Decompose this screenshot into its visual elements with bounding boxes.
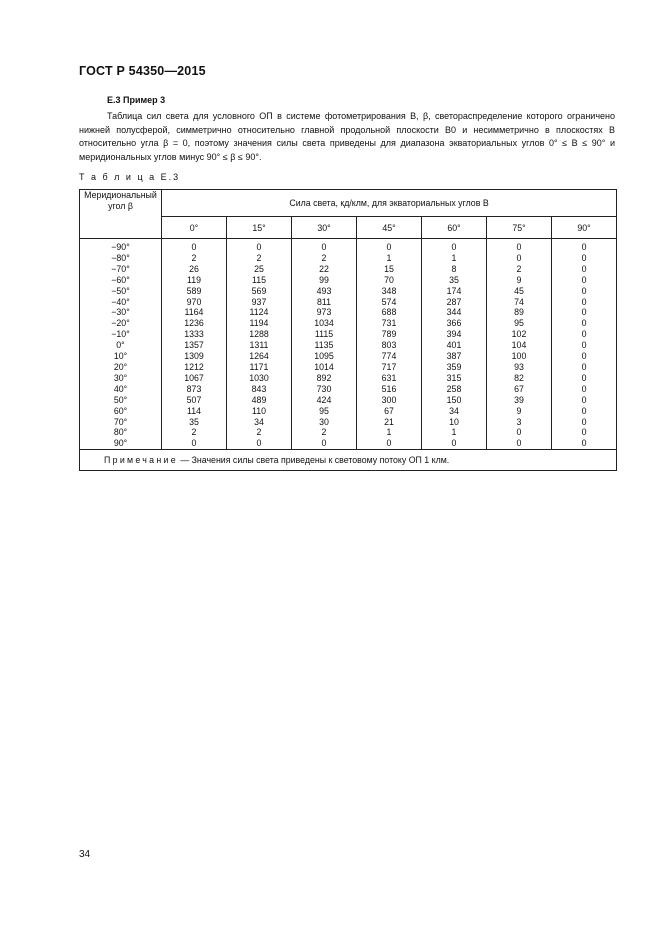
meridional-angle-cell: −10°	[80, 329, 162, 340]
intensity-cell: 70	[357, 275, 422, 286]
intensity-cell: 95	[487, 318, 552, 329]
intensity-cell: 1212	[162, 362, 227, 373]
intensity-cell: 973	[292, 307, 357, 318]
angle-header-1: 15°	[227, 217, 292, 239]
intensity-cell: 1124	[227, 307, 292, 318]
intensity-cell: 15	[357, 264, 422, 275]
intensity-cell: 717	[357, 362, 422, 373]
intensity-cell: 1333	[162, 329, 227, 340]
intensity-cell: 39	[487, 395, 552, 406]
table-row	[80, 318, 617, 329]
intensity-cell: 104	[487, 340, 552, 351]
table-note	[80, 450, 617, 471]
intensity-cell: 0	[552, 275, 617, 286]
table-row	[80, 253, 617, 264]
intensity-cell: 95	[292, 406, 357, 417]
intensity-cell: 574	[357, 297, 422, 308]
table-row	[80, 427, 617, 438]
intensity-cell: 287	[422, 297, 487, 308]
intensity-cell: 0	[552, 395, 617, 406]
intensity-cell: 26	[162, 264, 227, 275]
intensity-cell: 937	[227, 297, 292, 308]
intensity-group-header: Сила света, кд/клм, для экваториальных углов B	[162, 190, 617, 217]
intensity-cell: 589	[162, 286, 227, 297]
intensity-cell: 0	[227, 438, 292, 449]
intensity-cell: 0	[552, 286, 617, 297]
intensity-cell: 1236	[162, 318, 227, 329]
luminous-intensity-table	[79, 189, 617, 471]
intensity-cell: 631	[357, 373, 422, 384]
document-header: ГОСТ Р 54350—2015	[79, 64, 206, 78]
intensity-cell: 774	[357, 351, 422, 362]
intensity-cell: 1030	[227, 373, 292, 384]
intensity-cell: 2	[487, 264, 552, 275]
intensity-cell: 843	[227, 384, 292, 395]
intensity-cell: 1	[357, 427, 422, 438]
intensity-cell: 35	[162, 417, 227, 428]
intensity-cell: 0	[552, 438, 617, 449]
intensity-cell: 970	[162, 297, 227, 308]
intensity-cell: 394	[422, 329, 487, 340]
meridional-angle-cell: 20°	[80, 362, 162, 373]
intensity-cell: 315	[422, 373, 487, 384]
intensity-cell: 892	[292, 373, 357, 384]
table-row	[80, 417, 617, 428]
intensity-cell: 0	[552, 417, 617, 428]
intensity-cell: 424	[292, 395, 357, 406]
intensity-cell: 0	[552, 427, 617, 438]
intensity-cell: 2	[292, 427, 357, 438]
meridional-angle-cell: 50°	[80, 395, 162, 406]
intensity-cell: 102	[487, 329, 552, 340]
intensity-cell: 22	[292, 264, 357, 275]
intensity-cell: 0	[552, 351, 617, 362]
intensity-cell: 258	[422, 384, 487, 395]
intensity-cell: 2	[292, 253, 357, 264]
intensity-cell: 174	[422, 286, 487, 297]
intensity-cell: 0	[552, 406, 617, 417]
intensity-cell: 1264	[227, 351, 292, 362]
intensity-cell: 0	[552, 340, 617, 351]
intensity-cell: 0	[552, 373, 617, 384]
meridional-angle-cell: −70°	[80, 264, 162, 275]
intensity-cell: 0	[357, 438, 422, 449]
intensity-cell: 1095	[292, 351, 357, 362]
intensity-cell: 1311	[227, 340, 292, 351]
intensity-cell: 34	[422, 406, 487, 417]
table-row	[80, 286, 617, 297]
intensity-cell: 0	[162, 438, 227, 449]
intensity-cell: 0	[552, 384, 617, 395]
intensity-cell: 1067	[162, 373, 227, 384]
intensity-cell: 1194	[227, 318, 292, 329]
page-number: 34	[79, 849, 91, 860]
intensity-cell: 34	[227, 417, 292, 428]
meridional-angle-cell: −80°	[80, 253, 162, 264]
intensity-cell: 21	[357, 417, 422, 428]
intensity-cell: 401	[422, 340, 487, 351]
intensity-cell: 0	[422, 239, 487, 253]
intensity-cell: 9	[487, 275, 552, 286]
intensity-cell: 731	[357, 318, 422, 329]
intensity-cell: 2	[162, 253, 227, 264]
note-text: — Значения силы света приведены к световому потоку ОП 1 клм.	[177, 455, 450, 466]
intensity-cell: 348	[357, 286, 422, 297]
table-row	[80, 275, 617, 286]
meridional-angle-cell: −60°	[80, 275, 162, 286]
meridional-angle-cell: 90°	[80, 438, 162, 449]
table-row	[80, 329, 617, 340]
meridional-angle-cell: 70°	[80, 417, 162, 428]
table-row	[80, 395, 617, 406]
meridional-angle-cell: −30°	[80, 307, 162, 318]
intensity-cell: 1135	[292, 340, 357, 351]
intensity-cell: 0	[487, 239, 552, 253]
meridional-angle-cell: 60°	[80, 406, 162, 417]
intensity-cell: 873	[162, 384, 227, 395]
intensity-cell: 803	[357, 340, 422, 351]
intensity-cell: 344	[422, 307, 487, 318]
intensity-cell: 35	[422, 275, 487, 286]
intensity-cell: 507	[162, 395, 227, 406]
angle-header-2: 30°	[292, 217, 357, 239]
intensity-cell: 489	[227, 395, 292, 406]
angle-header-0: 0°	[162, 217, 227, 239]
intensity-cell: 300	[357, 395, 422, 406]
intensity-cell: 119	[162, 275, 227, 286]
table-row	[80, 406, 617, 417]
intensity-cell: 115	[227, 275, 292, 286]
intensity-cell: 1164	[162, 307, 227, 318]
table-body	[80, 239, 617, 450]
table-row	[80, 438, 617, 449]
intensity-cell: 99	[292, 275, 357, 286]
intensity-cell: 1288	[227, 329, 292, 340]
intensity-cell: 516	[357, 384, 422, 395]
intensity-cell: 82	[487, 373, 552, 384]
intensity-cell: 0	[552, 264, 617, 275]
angle-header-4: 60°	[422, 217, 487, 239]
intensity-cell: 114	[162, 406, 227, 417]
intensity-cell: 2	[162, 427, 227, 438]
table-row	[80, 297, 617, 308]
meridional-angle-cell: −40°	[80, 297, 162, 308]
meridional-angle-cell: 40°	[80, 384, 162, 395]
intensity-cell: 30	[292, 417, 357, 428]
intensity-cell: 110	[227, 406, 292, 417]
meridional-angle-cell: 0°	[80, 340, 162, 351]
intensity-cell: 1	[357, 253, 422, 264]
intensity-cell: 569	[227, 286, 292, 297]
intensity-cell: 1014	[292, 362, 357, 373]
intensity-cell: 0	[487, 427, 552, 438]
meridional-angle-cell: 80°	[80, 427, 162, 438]
meridional-angle-cell: −20°	[80, 318, 162, 329]
intensity-cell: 0	[162, 239, 227, 253]
angle-header-3: 45°	[357, 217, 422, 239]
meridional-angle-cell: −90°	[80, 239, 162, 253]
intensity-cell: 1115	[292, 329, 357, 340]
intensity-cell: 0	[552, 318, 617, 329]
intensity-cell: 1	[422, 427, 487, 438]
intensity-cell: 0	[552, 362, 617, 373]
intensity-cell: 387	[422, 351, 487, 362]
intensity-cell: 1171	[227, 362, 292, 373]
intensity-cell: 0	[357, 239, 422, 253]
intensity-cell: 811	[292, 297, 357, 308]
intensity-cell: 493	[292, 286, 357, 297]
intensity-cell: 10	[422, 417, 487, 428]
intensity-cell: 9	[487, 406, 552, 417]
table-row	[80, 264, 617, 275]
meridional-angle-header: Меридиональный угол β	[80, 190, 162, 239]
intensity-cell: 0	[292, 438, 357, 449]
intensity-cell: 2	[227, 253, 292, 264]
meridional-angle-cell: 10°	[80, 351, 162, 362]
intensity-cell: 25	[227, 264, 292, 275]
intensity-cell: 0	[552, 253, 617, 264]
meridional-angle-cell: −50°	[80, 286, 162, 297]
intensity-cell: 8	[422, 264, 487, 275]
intensity-cell: 0	[552, 329, 617, 340]
intensity-cell: 688	[357, 307, 422, 318]
section-title: Е.3 Пример 3	[107, 95, 166, 105]
intensity-cell: 89	[487, 307, 552, 318]
intensity-cell: 74	[487, 297, 552, 308]
intensity-cell: 789	[357, 329, 422, 340]
angle-header-5: 75°	[487, 217, 552, 239]
intensity-cell: 1034	[292, 318, 357, 329]
intensity-cell: 0	[487, 438, 552, 449]
intensity-cell: 1357	[162, 340, 227, 351]
table-row	[80, 384, 617, 395]
intensity-cell: 0	[422, 438, 487, 449]
table-row	[80, 362, 617, 373]
table-row	[80, 351, 617, 362]
intensity-cell: 0	[552, 239, 617, 253]
angle-header-6: 90°	[552, 217, 617, 239]
intensity-cell: 2	[227, 427, 292, 438]
intensity-cell: 93	[487, 362, 552, 373]
intensity-cell: 0	[552, 297, 617, 308]
intensity-cell: 150	[422, 395, 487, 406]
intensity-cell: 67	[357, 406, 422, 417]
intensity-cell: 3	[487, 417, 552, 428]
intro-paragraph	[79, 110, 615, 164]
table-row	[80, 307, 617, 318]
intensity-cell: 45	[487, 286, 552, 297]
intensity-cell: 1	[422, 253, 487, 264]
intensity-cell: 366	[422, 318, 487, 329]
table-row	[80, 373, 617, 384]
intensity-cell: 0	[292, 239, 357, 253]
intensity-cell: 1309	[162, 351, 227, 362]
intro-paragraph-text: Таблица сил света для условного ОП в системе фотометрирования B, β, светораспределение которого ограничено нижней полусферой, симметрично относительно главной продольной плоскости B0 и несимметрично в плоскостях B относительно угла β = 0, поэтому значения силы света приведены для диапазона экваториальных углов 0° ≤ B ≤ 90° и меридиональных углов минус 90° ≤ β ≤ 90°.	[79, 111, 615, 162]
intensity-cell: 0	[487, 253, 552, 264]
intensity-cell: 0	[227, 239, 292, 253]
intensity-cell: 359	[422, 362, 487, 373]
table-row	[80, 340, 617, 351]
table-caption: Т а б л и ц а Е.3	[79, 172, 181, 182]
table-row	[80, 239, 617, 253]
note-label: Примечание	[104, 455, 178, 466]
intensity-cell: 67	[487, 384, 552, 395]
intensity-cell: 0	[552, 307, 617, 318]
intensity-cell: 100	[487, 351, 552, 362]
intensity-cell: 730	[292, 384, 357, 395]
meridional-angle-cell: 30°	[80, 373, 162, 384]
